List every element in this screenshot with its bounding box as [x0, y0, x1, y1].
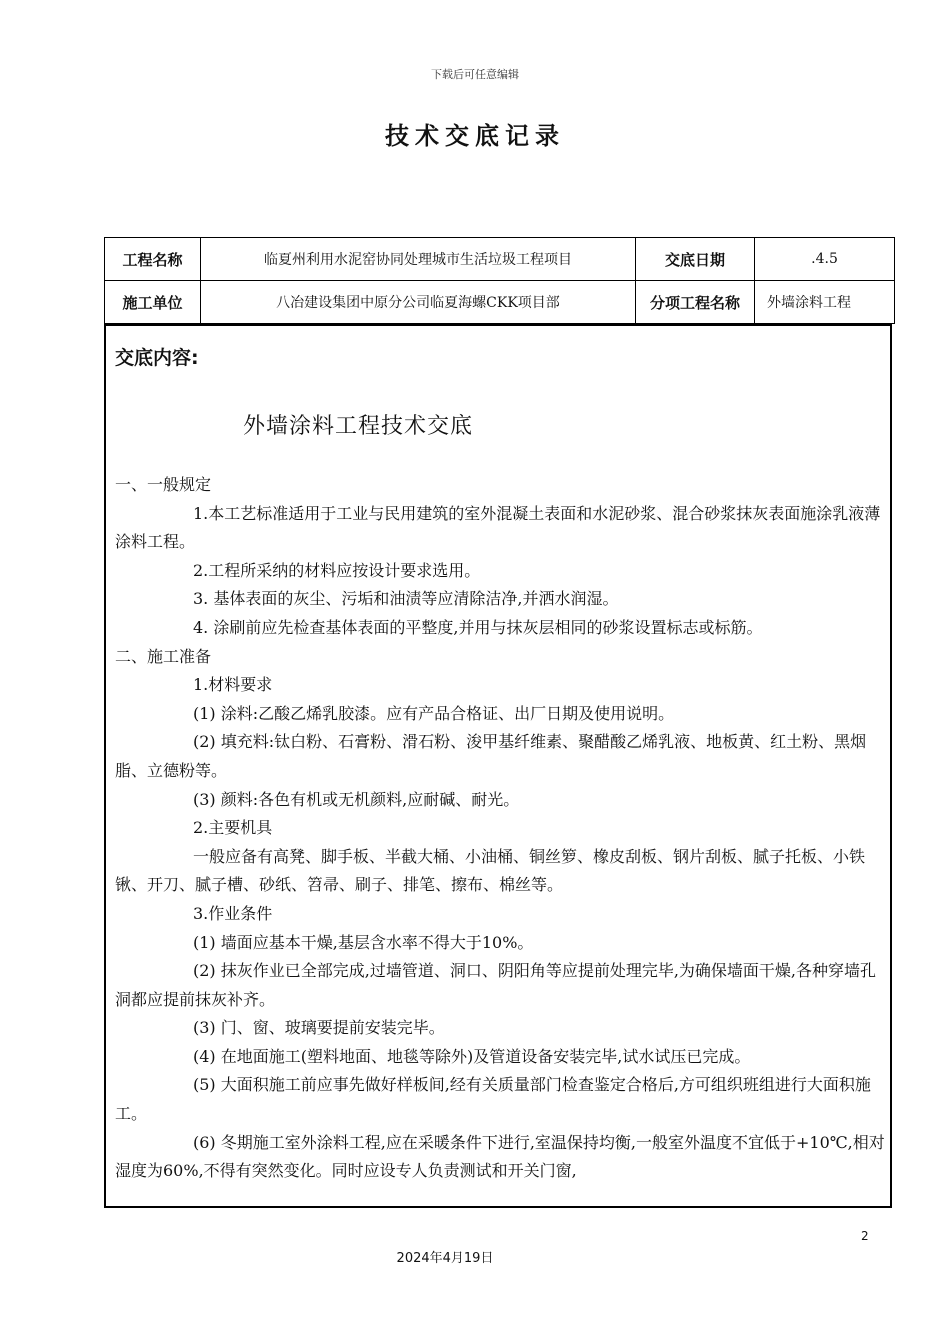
content-paragraph: (3) 门、窗、玻璃要提前安装完毕。 [193, 1018, 445, 1038]
table-row [105, 238, 895, 281]
content-label: 交底内容: [115, 347, 199, 369]
content-paragraph: (1) 墙面应基本干燥,基层含水率不得大于10%。 [193, 932, 534, 952]
content-paragraph: 3. 基体表面的灰尘、污垢和油渍等应清除洁净,并洒水润湿。 [193, 589, 619, 609]
subproject-value: 外墙涂料工程 [755, 281, 895, 324]
content-paragraph: (5) 大面积施工前应事先做好样板间,经有关质量部门检查鉴定合格后,方可组织班组进行大面积施工。 [115, 1075, 871, 1124]
content-paragraph: (4) 在地面施工(塑料地面、地毯等除外)及管道设备安装完毕,试水试压已完成。 [193, 1046, 751, 1066]
info-table [104, 237, 895, 324]
content-paragraph: 3.作业条件 [193, 903, 273, 923]
content-title: 外墙涂料工程技术交底 [243, 414, 474, 439]
content-paragraph: (2) 抹灰作业已全部完成,过墙管道、洞口、阴阳角等应提前处理完毕,为确保墙面干燥,各种穿墙孔洞都应提前抹灰补齐。 [115, 961, 877, 1009]
content-paragraph: 二、施工准备 [115, 646, 212, 666]
table-row [105, 281, 895, 324]
content-paragraph: 一般应备有高凳、脚手板、半截大桶、小油桶、铜丝箩、橡皮刮板、钢片刮板、腻子托板、小铁锹、开刀、腻子槽、砂纸、笤帚、刷子、排笔、擦布、棉丝等。 [115, 846, 866, 895]
content-paragraph: (3) 颜料:各色有机或无机颜料,应耐碱、耐光。 [193, 789, 520, 809]
content-paragraph: 2.工程所采纳的材料应按设计要求选用。 [193, 560, 481, 580]
footer-date: 2024年4月19日 [396, 1251, 494, 1266]
subproject-label: 分项工程名称 [636, 281, 755, 324]
contractor-value: 八冶建设集团中原分公司临夏海螺CKK项目部 [201, 281, 636, 324]
header-note: 下载后可任意编辑 [431, 68, 519, 81]
content-body [115, 471, 885, 1186]
page-title: 技术交底记录 [385, 122, 565, 150]
page-number: 2 [861, 1229, 869, 1243]
content-paragraph: 2.主要机具 [193, 818, 273, 838]
content-paragraph: 1.材料要求 [193, 675, 273, 695]
content-paragraph: 4. 涂刷前应先检查基体表面的平整度,并用与抹灰层相同的砂浆设置标志或标筋。 [193, 617, 763, 637]
project-name-value: 临夏州利用水泥窑协同处理城市生活垃圾工程项目 [201, 238, 636, 281]
content-paragraph: (6) 冬期施工室外涂料工程,应在采暖条件下进行,室温保持均衡,一般室外温度不宜低于+10℃,相对湿度为60%,不得有突然变化。同时应设专人负责测试和开关门窗, [115, 1132, 885, 1181]
date-value: .4.5 [755, 238, 895, 281]
content-paragraph: 一、一般规定 [115, 475, 212, 494]
date-label: 交底日期 [636, 238, 755, 281]
contractor-label: 施工单位 [105, 281, 201, 324]
content-paragraph: (1) 涂料:乙酸乙烯乳胶漆。应有产品合格证、出厂日期及使用说明。 [193, 703, 675, 723]
project-name-label: 工程名称 [105, 238, 201, 281]
content-paragraph: 1.本工艺标准适用于工业与民用建筑的室外混凝土表面和水泥砂浆、混合砂浆抹灰表面施涂乳液薄涂料工程。 [115, 503, 881, 552]
content-box [104, 324, 892, 1208]
content-paragraph: (2) 填充料:钛白粉、石膏粉、滑石粉、浚甲基纤维素、聚醋酸乙烯乳液、地板黄、红土粉、黑烟脂、立德粉等。 [115, 732, 867, 780]
